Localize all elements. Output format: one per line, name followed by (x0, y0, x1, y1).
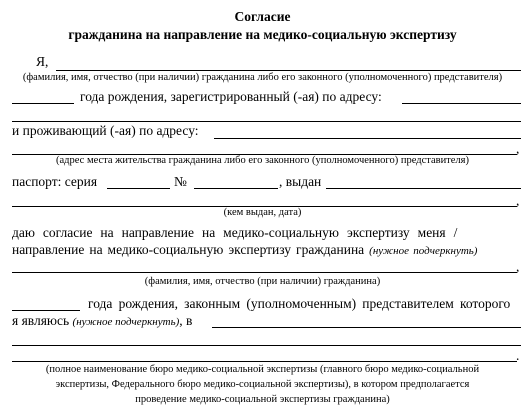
passport-series-line (107, 188, 170, 189)
issued-by-caption: (кем выдан, дата) (223, 207, 302, 218)
comma: , (516, 259, 520, 274)
consent-text-line-2 (12, 242, 477, 258)
registration-address-line (402, 103, 521, 104)
underline-hint-2: (нужное подчеркнуть) (72, 316, 180, 328)
representative-text-2 (12, 313, 192, 329)
address-caption: (адрес места жительства гражданина либо его законного (уполномоченного) представителя) (55, 155, 470, 166)
passport-issued-line (326, 188, 521, 189)
full-name-caption: (фамилия, имя, отчество (при наличии) гражданина либо его законного (уполномоченного) представителя) (22, 72, 503, 83)
representative-text: года рождения, законным (уполномоченным) представителем которого (88, 296, 511, 311)
bureau-caption-1: (полное наименование бюро медико-социальной экспертизы (главного бюро медико-социальной (45, 364, 480, 375)
full-name-line (56, 70, 521, 71)
passport-series-label: паспорт: серия (12, 174, 98, 189)
i-am-text: я являюсь (12, 313, 70, 328)
passport-number-label: № (174, 174, 187, 189)
period: . (516, 348, 520, 363)
form-subtitle: гражданина на направление на медико-социальную экспертизу (68, 27, 457, 42)
passport-issued-label: , выдан (279, 174, 322, 189)
consent-text-line-1: даю согласие на направление на медико-социальную экспертизу меня / (12, 225, 458, 240)
citizen-birth-year-line (12, 310, 80, 311)
citizen-name-line (12, 272, 517, 273)
form-title: Согласие (234, 9, 291, 24)
pronoun-label: Я, (36, 54, 49, 69)
bureau-name-line-3 (12, 361, 517, 362)
residence-address-line (214, 138, 521, 139)
consent-text-line-2-main: направление на медико-социальную экспертизу гражданина (12, 242, 365, 257)
birth-year-line (12, 103, 74, 104)
comma: , (516, 141, 520, 156)
registration-address-line-2 (12, 121, 521, 122)
bureau-name-line (212, 327, 521, 328)
in-text: , в (179, 313, 193, 328)
bureau-name-line-2 (12, 345, 521, 346)
passport-number-line (194, 188, 278, 189)
residence-label: и проживающий (-ая) по адресу: (12, 123, 199, 138)
citizen-name-caption: (фамилия, имя, отчество (при наличии) гражданина) (144, 276, 381, 287)
bureau-caption-3: проведение медико-социальной экспертизы гражданина) (135, 394, 390, 405)
comma: , (516, 193, 520, 208)
bureau-caption-2: экспертизы, Федерального бюро медико-социальной экспертизы), в котором предполагается (55, 379, 470, 390)
registration-label: года рождения, зарегистрированный (-ая) по адресу: (80, 89, 382, 104)
underline-hint: (нужное подчеркнуть) (369, 245, 478, 257)
